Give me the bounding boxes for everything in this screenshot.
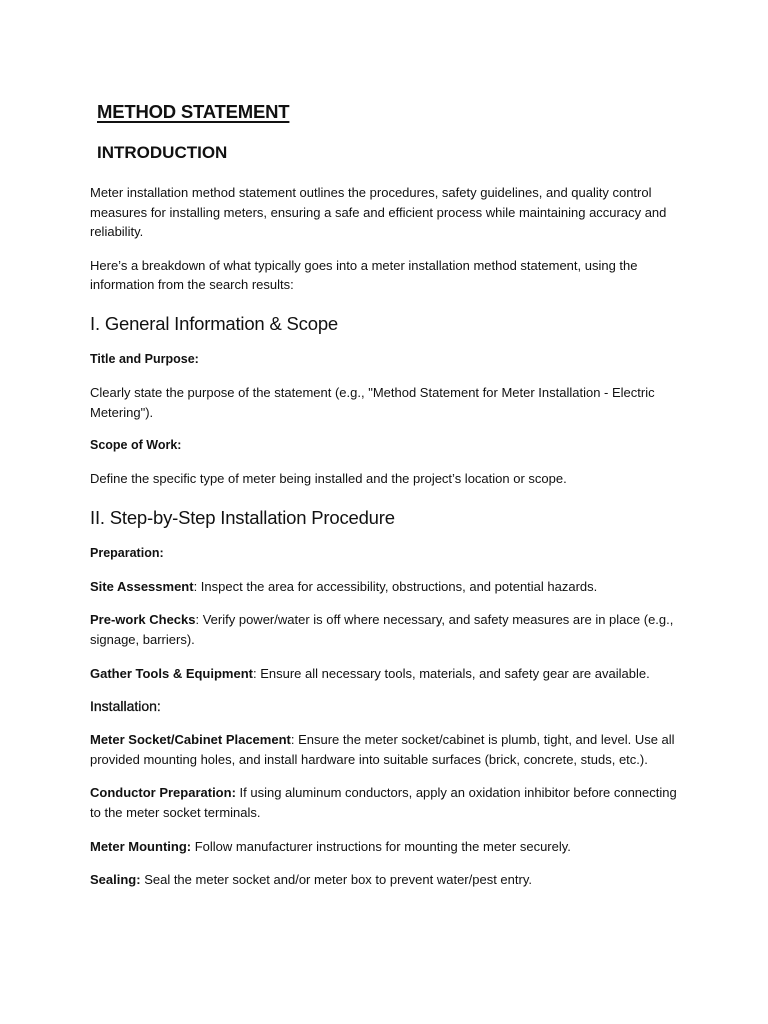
procedure-item-text: : Verify power/water is off where necessary, and safety measures are in place (e.g., signage, barriers). [90, 612, 674, 647]
scope-of-work-label: Scope of Work: [90, 438, 182, 453]
scope-of-work-text: Define the specific type of meter being installed and the project’s location or scope. [90, 471, 567, 487]
introduction-heading: INTRODUCTION [97, 143, 228, 162]
installation-label: Installation: [90, 698, 161, 715]
procedure-item-conductor-preparation [90, 783, 690, 822]
procedure-item-term: Meter Socket/Cabinet Placement [90, 732, 291, 748]
procedure-item-text: Follow manufacturer instructions for mounting the meter securely. [191, 838, 571, 854]
preparation-label: Preparation: [90, 545, 164, 560]
procedure-item-text: : Inspect the area for accessibility, obstructions, and potential hazards. [193, 578, 598, 594]
procedure-item-text: : Ensure the meter socket/cabinet is plumb, tight, and level. Use all provided mounting holes, and install hardware into suitable surfaces (brick, concrete, studs, etc.). [90, 732, 675, 767]
procedure-item-term: Sealing: [90, 872, 141, 888]
procedure-item-text: : Ensure all necessary tools, materials, and safety gear are available. [253, 665, 650, 681]
procedure-item-gather-tools [90, 664, 690, 684]
procedure-item-term: Site Assessment [90, 578, 194, 594]
section-general-heading: I. General Information & Scope [90, 312, 338, 334]
intro-paragraph: Meter installation method statement outlines the procedures, safety guidelines, and quality control measures for installing meters, ensuring a safe and efficient process while maintaining accuracy and reliability. [90, 185, 667, 240]
section-procedure-heading: II. Step-by-Step Installation Procedure [90, 506, 395, 528]
breakdown-paragraph: Here’s a breakdown of what typically goes into a meter installation method statement, using the information from the search results: [90, 257, 638, 293]
title-purpose-text: Clearly state the purpose of the statement (e.g., "Method Statement for Meter Installation - Electric Metering"). [90, 384, 655, 420]
procedure-item-sealing [90, 870, 690, 890]
procedure-item-term: Meter Mounting: [90, 838, 192, 854]
procedure-item-text: If using aluminum conductors, apply an oxidation inhibitor before connecting to the meter socket terminals. [90, 785, 677, 820]
procedure-item-pre-work-checks [90, 610, 690, 649]
procedure-item-term: Pre-work Checks [90, 612, 196, 628]
procedure-item-term: Conductor Preparation: [90, 785, 236, 801]
procedure-item-text: Seal the meter socket and/or meter box to prevent water/pest entry. [140, 872, 532, 888]
procedure-item-meter-socket [90, 730, 690, 769]
procedure-item-site-assessment [90, 577, 690, 597]
document-title: METHOD STATEMENT [97, 101, 290, 122]
procedure-item-term: Gather Tools & Equipment [90, 665, 253, 681]
procedure-item-meter-mounting [90, 837, 690, 857]
title-purpose-label: Title and Purpose: [90, 351, 199, 366]
document-body [90, 100, 690, 890]
